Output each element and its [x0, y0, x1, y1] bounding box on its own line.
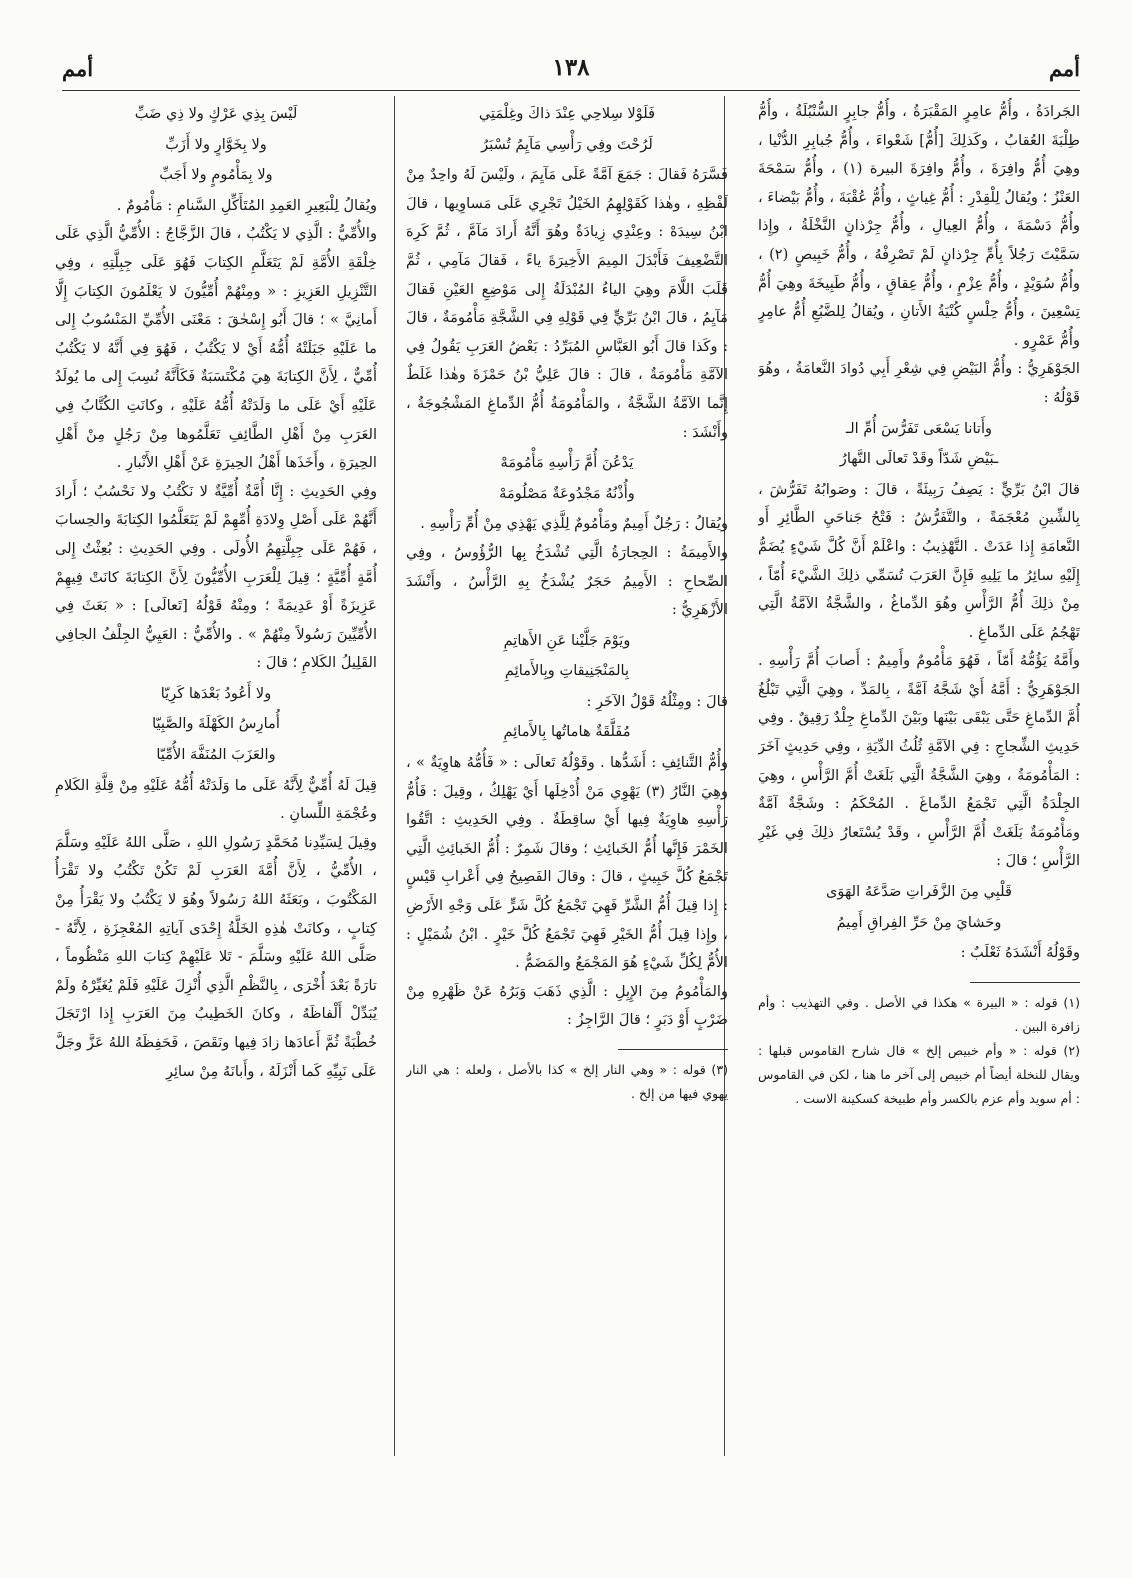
paragraph: ويُقالُ لِلْبَعِيرِ العَمِدِ المُتَأَكِّلِ السَّنامِ : مَأْمُومٌ . — [116, 196, 377, 214]
paragraph: ويُقالُ : رَجُلٌ أَمِيمٌ ومَأْمُومٌ لِلَّذِي يَهْذِي مِنْ أُمِّ رَأْسِهِ . — [420, 515, 728, 533]
paragraph: قالَ ابْنُ بَرِّيٍّ : يَصِفُ رَبِيئَةً ، قالَ : وصَوابُهُ تَفَرُّشَ ، بِالشِّينِ مُعْجَمَةً ، والتَّفَرُّشُ : فَتْحُ جَناحَيِ الطَّائِرِ أَو النَّعامَةِ إِذا عَدَتْ . التَّهْذِيبُ : واعْلَمْ أَنَّ كُلَّ شَيْءٍ يُضَمُّ إِلَيْهِ سائِرُ ما يَلِيهِ فَإِنَّ العَرَبَ تُسَمِّي ذلِكَ الشَّيْءَ أُمّاً ، مِنْ ذلِكَ أُمُّ الرَّأْسِ وهُوَ الدِّماغُ ، والشَّجَّةُ الآمَّةُ الَّتِي تَهْجُمُ عَلَى الدِّماغِ . — [758, 480, 1080, 641]
paragraph: وأُمُّ التَّنائِفِ : أَشَدُّها . وقَوْلُهُ تَعالَى : « فَأُمُّهُ هاوِيَةٌ » ، وهِيَ النَّارُ (٣) يَهْوِي مَنْ أُدْخِلَها أَيْ يَهْلِكُ ، وقِيلَ : فَأُمُّ رَأْسِهِ هاوِيَةٌ فِيها أَيْ ساقِطَةٌ . وفِي الحَدِيثِ : اتَّقُوا الخَمْرَ فَإِنَّها أُمُّ الخَبائِثِ ؛ وقالَ شَمِرٌ : أُمُّ الخَبائِثِ الَّتِي تَجْمَعُ كُلَّ خَبِيثٍ ، قالَ : وقالَ الفَصِيحُ فِي أَعْرابِ قَيْسٍ : إِذا قِيلَ أُمُّ الشَّرِّ فَهِيَ تَجْمَعُ كُلَّ شَرٍّ عَلَى وَجْهِ الأَرْضِ ، وإِذا قِيلَ أُمُّ الخَيْرِ فَهِيَ تَجْمَعُ كُلَّ خَيْرٍ . ابْنُ شُمَيْلٍ : الأُمُّ لِكُلِّ شَيْءٍ هُوَ المَجْمَعُ والمَضَمُّ . — [406, 754, 728, 972]
paragraph: قِيلَ لَهُ أُمِّيٌّ لِأَنَّهُ عَلَى ما وَلَدَتْهُ أُمُّهُ عَلَيْهِ مِنْ قِلَّةِ الكَلامِ وعُجْمَةِ اللِّسانِ . — [55, 776, 377, 823]
verse-line: ـبَيْضِ شَدّاً وقَدْ تَعالَى النَّهارُ — [839, 450, 999, 468]
column-left — [55, 98, 377, 1086]
paragraph: الجَوْهَرِيُّ : وأُمُّ البَيْضِ فِي شِعْرِ أَبِي دُوادَ النَّعامَةُ ، وهُوَ قَوْلُهُ : — [758, 360, 1080, 406]
verse-line: وأُذْنُهُ مَجْدُوعَةٌ مَصْلُومَهْ — [499, 484, 635, 502]
footnote-separator — [618, 1049, 728, 1050]
verse-line: فَلَوْلا سِلاحِي عِنْدَ ذاكَ وغِلْمَتِي — [478, 105, 656, 122]
paragraph: فَسَّرَهُ فَقالَ : جَمَعَ آمَّةً عَلَى مَآيِمَ ، ولَيْسَ لَهُ واحِدٌ مِنْ لَفْظِهِ ، وهٰذا كَقَوْلِهِمُ الخَيْلُ تَجْرِي عَلَى مَساوِيها ، قالَ ابْنُ سِيدَهْ : وعِنْدِي زِيادَةٌ وهُوَ أَنَّهُ أَرادَ مَآمَّ ، ثُمَّ كَرِهَ التَّضْعِيفَ فَأَبْدَلَ المِيمَ الأَخِيرَةَ ياءً ، فَقالَ مَآمِي ، ثُمَّ قَلَبَ اللَّامَ وهِيَ الياءُ المُبْدَلَةُ إِلى مَوْضِعِ العَيْنِ فَقالَ مَآيِمُ ، قالَ ابْنُ بَرِّيٍّ فِي قَوْلِهِ فِي الشَّجَّةِ مَأْمُومَةٌ ، قالَ : وكَذا قالَ أَبُو العَبَّاسِ المُبَرِّدُ : بَعْضُ العَرَبِ يَقُولُ فِي الآمَّةِ مَأْمُومَةٌ ، قالَ : قالَ عَلِيُّ بْنُ حَمْزَةَ وهٰذا غَلَطٌ إِنَّما الآمَّةُ الشَّجَّةُ ، والمَأْمُومَةُ أُمُّ الدِّماغِ المَشْجُوجَةُ ، وأَنْشَدَ : — [406, 166, 728, 441]
verse-line: لَيْسَ بِذِي عَرْكٍ ولا ذِي ضَبِّ — [134, 105, 298, 122]
verse-line: يَدْعُنَ أُمَّ رَأْسِهِ مَأْمُومَهْ — [500, 454, 634, 472]
verse-line: قَلْبِي مِنَ الزَّفَراتِ صَدَّعَهُ الهَوَى — [825, 883, 1012, 901]
verse-line: والعَزَبَ المُنَفَّهَ الأُمِّيّا — [156, 746, 276, 764]
footnote-separator — [970, 982, 1080, 983]
verse-line: ولا أَعُودُ بَعْدَها كَرِيّا — [160, 684, 272, 702]
verse-line: وأَتانا يَسْعَى تَفَرُّسَ أُمِّ الـ — [845, 419, 993, 437]
headword-right: أمم — [1048, 56, 1080, 81]
verse-line: ولا بِخَوَّارٍ ولا أَزَبِّ — [165, 135, 267, 153]
footnote: (٢) قوله : « وأم خبيص إلخ » قال شارح القاموس قبلها : ويقال للنخلة أيضاً أم خبيص إلى آخر ما هنا ، لكن في القاموس : أم سويد وأم عزم بالكسر وأم طبيخة كسكينة الاست . — [758, 1042, 1080, 1106]
verse-line: لَرُحْتَ وفِي رَأْسِي مَآيِمُ تُسْبَرُ — [481, 135, 653, 153]
paragraph: والأُمِّيُّ : الَّذِي لا يَكْتُبُ ، قالَ الزَّجَّاجُ : الأُمِّيُّ الَّذِي عَلَى خِلْقَةِ الأُمَّةِ لَمْ يَتَعَلَّمِ الكِتابَ فَهُوَ عَلَى جِبِلَّتِهِ ، وفِي التَّنْزِيلِ العَزِيزِ : « ومِنْهُمْ أُمِّيُّونَ لا يَعْلَمُونَ الكِتابَ إِلَّا أَمانِيَّ » ؛ قالَ أَبُو إِسْحٰقَ : مَعْنَى الأُمِّيِّ المَنْسُوبُ إِلى ما عَلَيْهِ جَبَلَتْهُ أُمُّهُ أَيْ لا يَكْتُبُ ، فَهُوَ فِي أَنَّهُ لا يَكْتُبُ أُمِّيٌّ ، لِأَنَّ الكِتابَةَ هِيَ مُكْتَسَبَةٌ فَكَأَنَّهُ نُسِبَ إِلى ما يُولَدُ عَلَيْهِ أَيْ عَلَى ما وَلَدَتْهُ أُمُّهُ عَلَيْهِ ، وكانَتِ الكُتَّابُ فِي العَرَبِ مِنْ أَهْلِ الطَّائِفِ تَعَلَّمُوها مِنْ رَجُلٍ مِنْ أَهْلِ الحِيرَةِ ، وأَخَذَها أَهْلُ الحِيرَةِ عَنْ أَهْلِ الأَنْبارِ . — [55, 225, 377, 472]
verse-line: بِالمَنْجَنِيقاتِ وبِالأَمائِمِ — [504, 662, 630, 680]
column-middle — [406, 98, 728, 1106]
paragraph: وأَمَّهُ يَؤُمُّهُ أَمّاً ، فَهُوَ مَأْمُومٌ وأَمِيمٌ : أَصابَ أُمَّ رَأْسِهِ . الجَوْهَرِيُّ : أَمَّهُ أَيْ شَجَّهُ آمَّةً ، بِالمَدِّ ، وهِيَ الَّتِي تَبْلُغُ أُمَّ الدِّماغِ حَتَّى يَبْقَى بَيْنَها وبَيْنَ الدِّماغِ جِلْدٌ رَقِيقٌ . وفِي حَدِيثِ الشِّجاجِ : فِي الآمَّةِ ثُلُثُ الدِّيَةِ ، وفِي حَدِيثٍ آخَرَ : المَأْمُومَةُ ، وهِيَ الشَّجَّةُ الَّتِي بَلَغَتْ أُمَّ الرَّأْسِ ، وهِيَ الجِلْدَةُ الَّتِي تَجْمَعُ الدِّماغَ . المُحْكَمُ : وشَجَّةٌ آمَّةٌ ومَأْمُومَةٌ بَلَغَتْ أُمَّ الرَّأْسِ ، وقَدْ يُسْتَعارُ ذلِكَ فِي غَيْرِ الرَّأْسِ ؛ قالَ : — [758, 652, 1080, 870]
paragraph: وفِي الحَدِيثِ : إِنَّا أُمَّةٌ أُمِّيَّةٌ لا نَكْتُبُ ولا نَحْسُبُ ؛ أَرادَ أَنَّهُمْ عَلَى أَصْلِ وِلادَةِ أُمِّهِمْ لَمْ يَتَعَلَّمُوا الكِتابَةَ والحِسابَ ، فَهُمْ عَلَى جِبِلَّتِهِمُ الأُولَى . وفِي الحَدِيثِ : بُعِثْتُ إِلى أُمَّةٍ أُمِّيَّةٍ ؛ قِيلَ لِلْعَرَبِ الأُمِّيُّونَ لِأَنَّ الكِتابَةَ كانَتْ فِيهِمْ عَزِيزَةً أَوْ عَدِيمَةً ؛ ومِنْهُ قَوْلُهُ [تَعالَى] : « بَعَثَ فِي الأُمِّيِّينَ رَسُولاً مِنْهُمْ » . والأُمِّيُّ : العَيِيُّ الجِلْفُ الجافِي القَلِيلُ الكَلامِ ؛ قالَ : — [55, 482, 377, 672]
paragraph: الجَرادَةُ ، وأُمُّ عامِرٍ المَقْبَرَةُ ، وأُمُّ جابِرٍ السُّنْبُلَةُ ، وأُمُّ طِلْبَةَ العُقابُ ، وكَذلِكَ [أُمُّ] شَعْواءَ ، وأُمُّ جُبابِرِ الدُّنْيا ، وهِيَ أُمُّ وافِرَةَ ، وأُمُّ وافِرَةَ البيرة (١) ، وأُمُّ سَمْحَةَ العَنْزُ ؛ ويُقالُ لِلْقِدْرِ : أُمُّ غِياثٍ ، وأُمُّ عُقْبَةَ ، وأُمُّ بَيْضاءَ ، وأُمُّ دَسْمَةَ ، وأُمُّ العِيالِ ، وأُمُّ جِرْذانٍ النَّخْلَةُ ، وإِذا سَمَّيْتَ رَجُلاً بِأُمِّ جِرْذانٍ لَمْ تَصْرِفْهُ ، وأُمُّ خَبِيصٍ (٢) ، وأُمُّ سُوَيْدٍ ، وأُمُّ عِزْمٍ ، وأُمُّ عِقاقٍ ، وأُمُّ طَبِيخَةَ وهِيَ أُمُّ تِسْعِينَ ، وأُمُّ حِلْسٍ كُنْيَةُ الأَتانِ ، ويُقالُ لِلضَّبُعِ أُمُّ عامِرٍ وأُمُّ عَمْرٍو . — [758, 103, 1080, 349]
footnote: (٣) قوله : « وهي النار إلخ » كذا بالأصل ، ولعله : هي النار يهوي فيها من إلخ . — [406, 1062, 728, 1101]
verse-line: ولا بِمَأْمُومٍ ولا أَجَبِّ — [159, 166, 273, 184]
page-number: ١٣٨ — [552, 54, 590, 81]
page-header — [62, 52, 1080, 91]
verse-line: أُمارِسُ الكَهْلَةَ والصَّبِيّا — [152, 715, 280, 733]
paragraph: والأَمِيمَةُ : الحِجارَةُ الَّتِي تُشْدَخُ بِها الرُّؤُوسُ ، وفِي الصِّحاحِ : الأَمِيمُ حَجَرٌ يُشْدَخُ بِهِ الرَّأْسُ ، وأَنْشَدَ الأَزْهَرِيُّ : — [406, 543, 728, 619]
verse-line: وحَشايَ مِنْ حَرِّ الفِراقِ أَمِيمُ — [836, 913, 1002, 931]
headword-left: أمم — [62, 56, 94, 81]
column-rule-2 — [394, 96, 395, 1456]
verse-line: مُفَلَّقَةٌ هاماتُها بِالأَمائِمِ — [503, 723, 631, 741]
paragraph: وقَوْلُهُ أَنْشَدَهُ ثَعْلَبٌ : — [960, 944, 1080, 962]
column-right — [758, 98, 1080, 1111]
footnote: (١) قوله : « البيرة » هكذا في الأصل . وفي التهذيب : وأم زافرة البين . — [758, 994, 1080, 1034]
paragraph: قالَ : ومِثْلُهُ قَوْلُ الآخَرِ : — [586, 692, 728, 710]
paragraph: والمَأْمُومُ مِنَ الإِبِلِ : الَّذِي ذَهَبَ وَبَرُهُ عَنْ ظَهْرِهِ مِنْ ضَرْبٍ أَوْ دَبَرٍ ؛ قالَ الرَّاجِزُ : — [406, 982, 728, 1029]
paragraph: وقِيلَ لِسَيِّدِنا مُحَمَّدٍ رَسُولِ اللهِ ، صَلَّى اللهُ عَلَيْهِ وسَلَّمَ ، الأُمِّيُّ ، لِأَنَّ أُمَّةَ العَرَبِ لَمْ تَكُنْ تَكْتُبُ ولا تَقْرَأُ المَكْتُوبَ ، وبَعَثَهُ اللهُ رَسُولاً وهُوَ لا يَكْتُبُ ولا يَقْرَأُ مِنْ كِتابٍ ، وكانَتْ هٰذِهِ الخَلَّةُ إِحْدَى آياتِهِ المُعْجِزَةِ ، لِأَنَّهُ - صَلَّى اللهُ عَلَيْهِ وسَلَّمَ - تَلا عَلَيْهِمْ كِتابَ اللهِ مَنْظُوماً ، تارَةً بَعْدَ أُخْرَى ، بِالنَّظْمِ الَّذِي أُنْزِلَ عَلَيْهِ فَلَمْ يُغَيِّرْهُ ولَمْ يُبَدِّلْ أَلْفاظَهُ ، وكانَ الخَطِيبُ مِنَ العَرَبِ إِذا ارْتَجَلَ خُطْبَةً ثُمَّ أَعادَها زادَ فِيها ونَقَصَ ، فَحَفِظَهُ اللهُ عَزَّ وجَلَّ عَلَى نَبِيِّهِ كَما أَنْزَلَهُ ، وأَبانَهُ مِنْ سائِرِ — [55, 833, 377, 1080]
verse-line: ويَوْمَ جَلَّيْنا عَنِ الأَهاتِمِ — [503, 631, 631, 649]
